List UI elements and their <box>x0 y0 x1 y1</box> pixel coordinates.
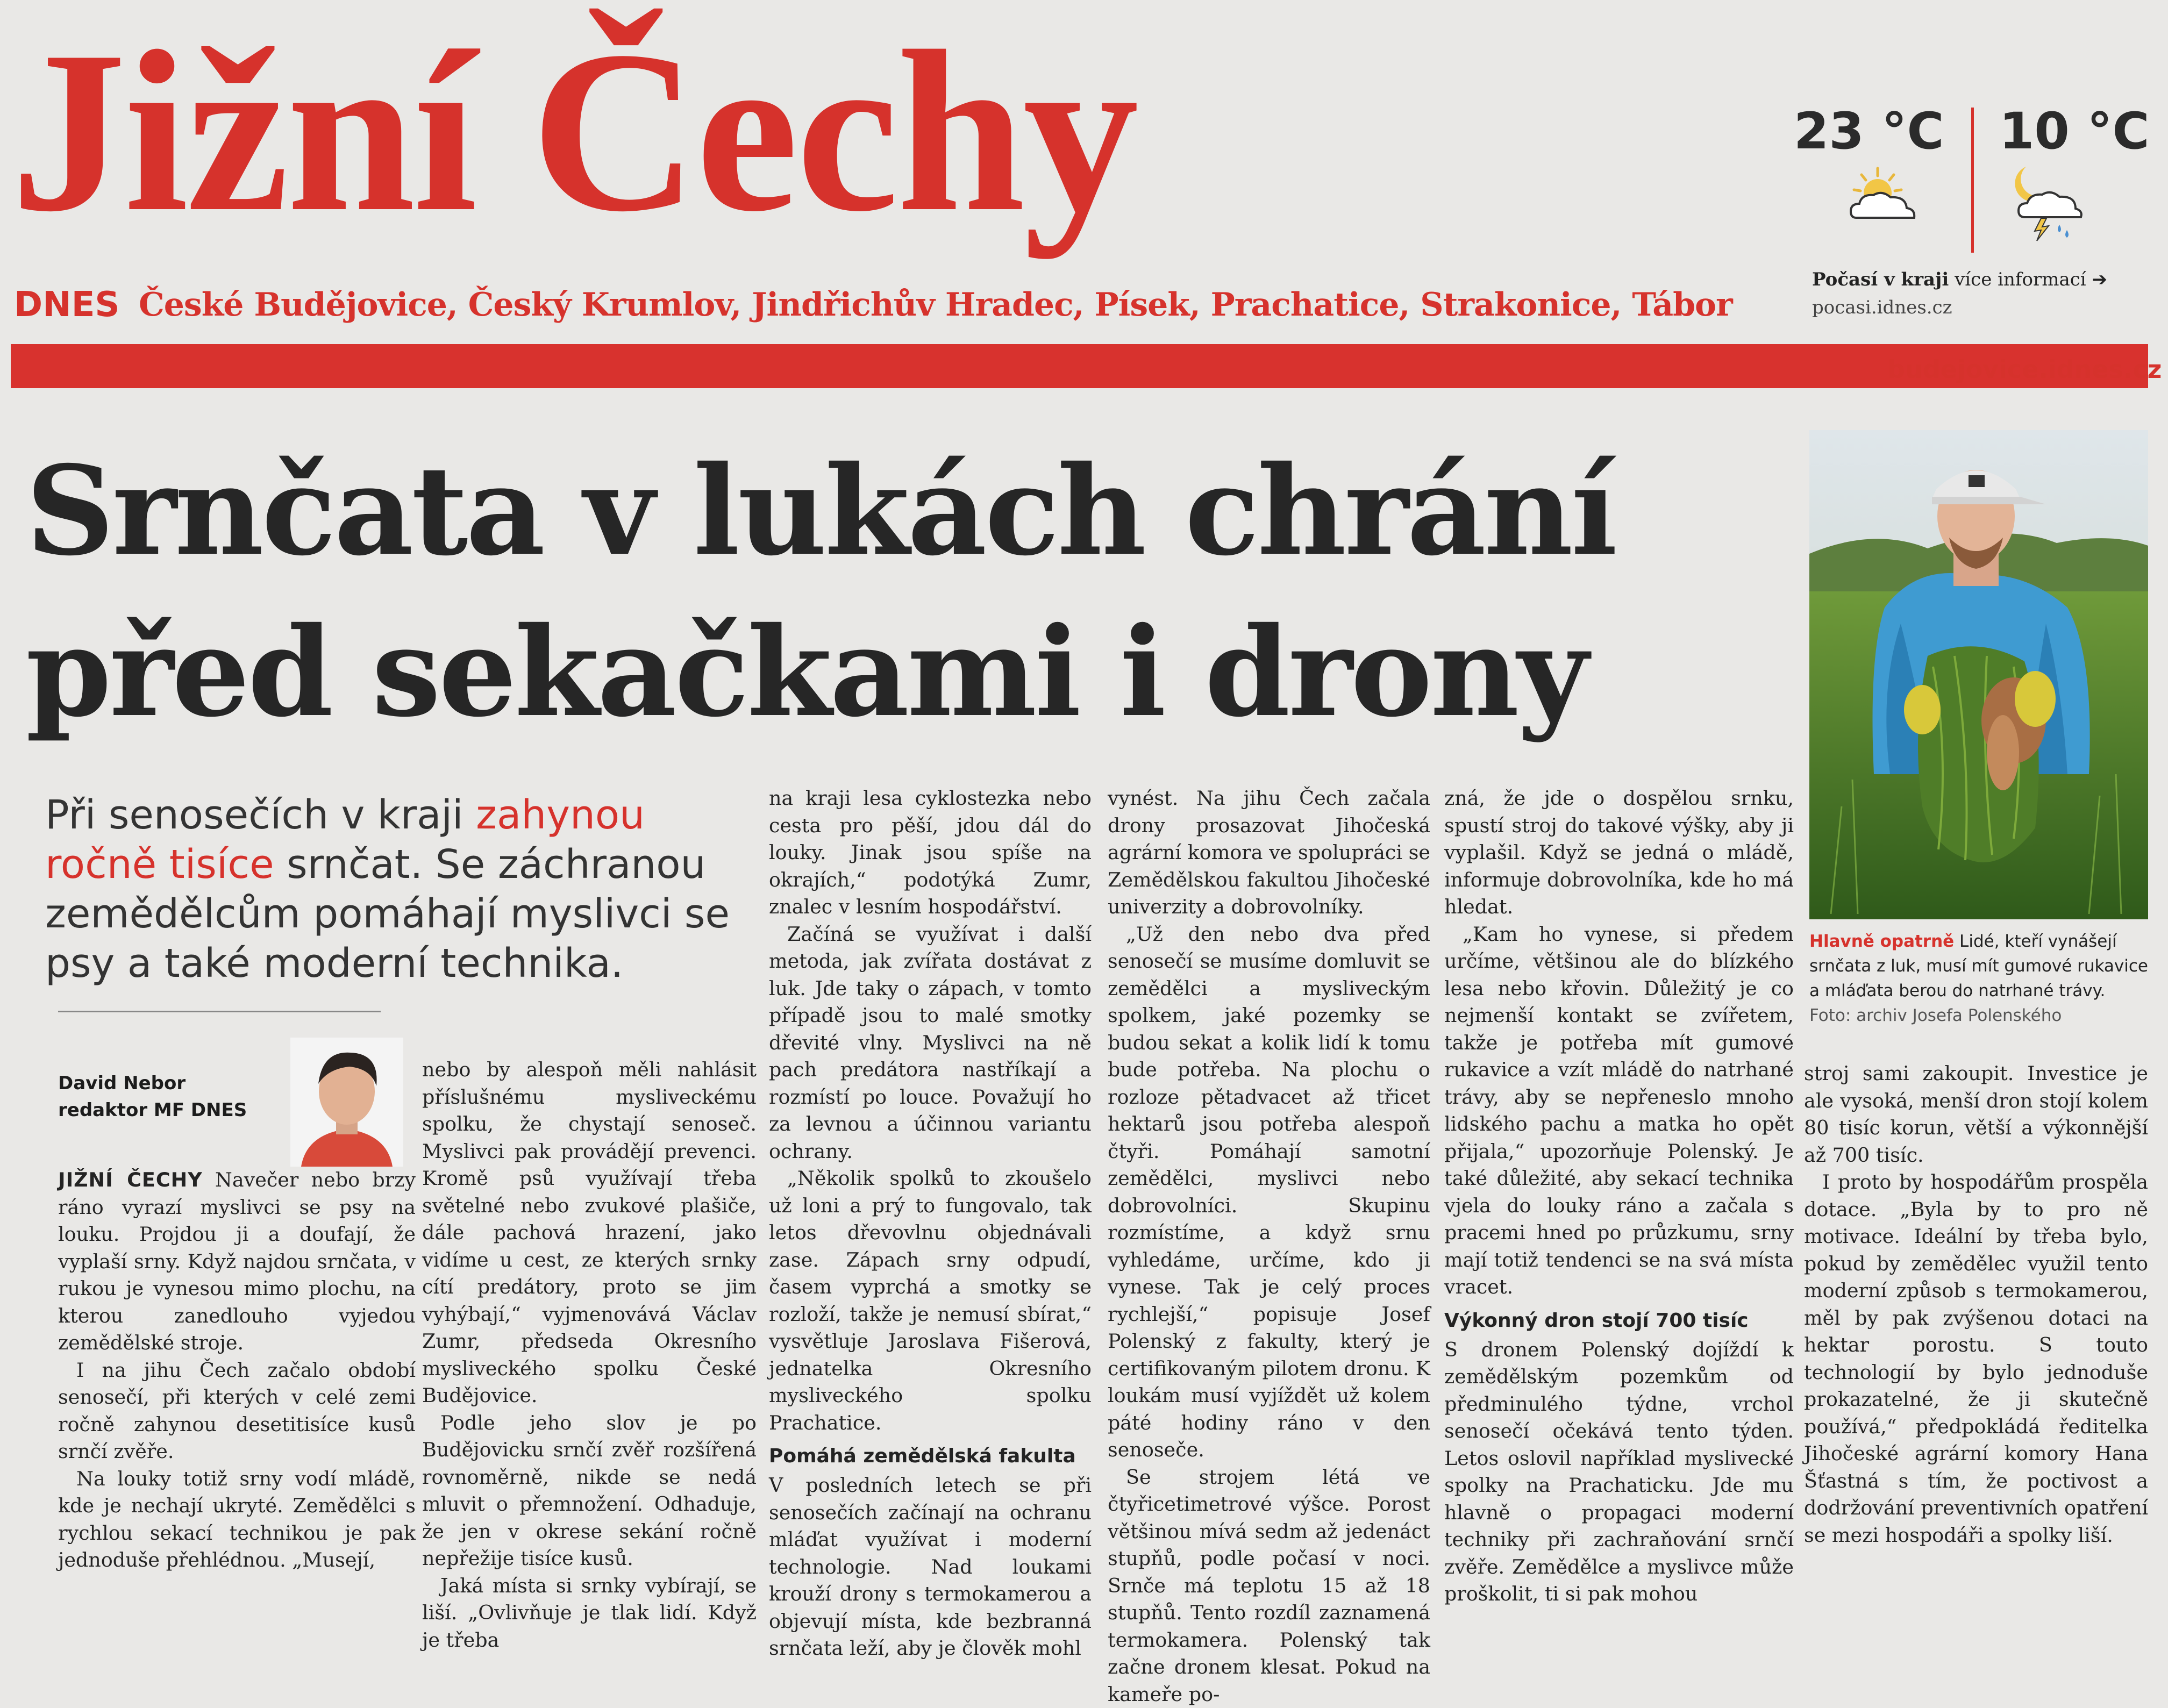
col2-paragraph-2: Podle jeho slov je po Budějovicku srnčí zvěř rozšířená rovnoměrně, nikde se nedá mluvit o přemnožení. Odhaduje, že jen v okrese sekání ročně nepřežije tisíce kusů. <box>422 1410 757 1573</box>
col5-paragraph-1: zná, že jde o dospělou srnku, spustí stroj do takové výšky, aby ji vyplašil. Když se jedná o mládě, informuje dobrovolníka, kde ho má hledat. <box>1444 785 1794 921</box>
weather-more-link[interactable]: více informací <box>1955 269 2086 290</box>
col4-paragraph-3: Se strojem létá ve čtyřicetimetrové výšce. Porost většinou mívá sedm až jedenáct stupňů, podle počasí v noci. Srnče má teplotu 15 až 18 stupňů. Tento rozdíl zaznamená termokamera. Polenský tak začne dronem klesat. Pokud na kameře po- <box>1108 1464 1430 1708</box>
article-column-5 <box>1444 785 1794 1608</box>
col6-paragraph-2: I proto by hospodářům prospěla dotace. „Byla by to pro ně motivace. Ideální by třeba bylo, pokud by zemědělec využil tento moderní způsob s termokamerou, měl by pak zvýšenou dotaci na hektar porostu. S touto technologií by bylo jednoduše prokazatelné, že ji skutečně používá,“ předpokládá ředitelka Jihočeské agrární komory Hana Šťastná s tím, že poctivost a dodržování preventivních opatření se mezi hospodáři a spolky liší. <box>1804 1169 2148 1549</box>
article-column-2 <box>422 1056 757 1654</box>
col1-paragraph-1 <box>58 1167 416 1357</box>
night-temperature: 10 °C <box>1999 102 2150 161</box>
dnes-logo: DNES <box>14 285 120 325</box>
col3-paragraph-4: V posledních letech se při senosečích začínají na ochranu mláďat využívat i moderní technologie. Nad loukami krouží drony s termokamerou a objevují místa, kde bezbranná srnčata leží, aby je člověk mohl <box>769 1472 1092 1662</box>
sun-cloud-icon <box>1840 164 1921 228</box>
subhead-drone: Výkonný dron stojí 700 tisíc <box>1444 1307 1794 1334</box>
arrow-right-icon: ➔ <box>2092 269 2107 290</box>
region-towns: České Budějovice, Český Krumlov, Jindřichův Hradec, Písek, Prachatice, Strakonice, Tábor <box>139 286 1732 324</box>
col5-paragraph-2: „Kam ho vynese, si předem určíme, většinou ale do blízkého lesa nebo křovin. Důležitý je co nejmenší kontakt se zvířetem, takže je potřeba mít gumové rukavice a vzít mládě do natrhané trávy, aby se nepřeneslo mnoho lidského pachu a matka ho opět přijala,“ upozorňuje Polenský. Je také důležité, aby sekací technika vjela do louky ráno a začala s pracemi hned po průzkumu, srny mají totiž tendenci se na svá místa vracet. <box>1444 921 1794 1301</box>
lead-part-2: srnčat. Se záchranou zemědělcům pomáhají myslivci se psy a také moderní technika. <box>45 841 730 987</box>
author-role: redaktor MF DNES <box>58 1099 247 1121</box>
article-photo <box>1809 430 2148 919</box>
dateline: JIŽNÍ ČECHY <box>58 1168 203 1191</box>
headline-line-2: před sekačkami i drony <box>26 591 1773 753</box>
caption-text: Lidé, kteří vynášejí srnčata z luk, musí mít gumové rukavice a mláďata berou do natrhané trávy. <box>1809 932 2148 1000</box>
col3-paragraph-3: „Několik spolků to zkoušelo už loni a prý to fungovalo, tak letos dřevovlnu objednávali zase. Zápach srny odpudí, časem vyprchá a smotky se rozloží, takže je nemusí sbírat,“ vysvětluje Jaroslava Fišerová, jednatelka Okresního mysliveckého spolku Prachatice. <box>769 1165 1092 1437</box>
col3-paragraph-1: na kraji lesa cyklostezka nebo cesta pro pěší, jdou dál do louky. Jinak jsou spíše na okrajích,“ podotýká Zumr, znalec v lesním hospodářství. <box>769 785 1092 921</box>
article-column-1 <box>58 1167 416 1574</box>
weather-label-text: Počasí v kraji <box>1812 269 1949 290</box>
col1-paragraph-1-text: Navečer nebo brzy ráno vyrazí myslivci se psy na louku. Projdou ji a doufají, že vyplaší srny. Když najdou srnčata, v rukou je vynesou mimo plochu, na kterou zanedlouho vyjedou zemědělské stroje. <box>58 1168 416 1354</box>
photo-caption <box>1809 929 2148 1028</box>
col4-paragraph-1: vynést. Na jihu Čech začala drony prosazovat Jihočeská agrární komora ve spolupráci se Zemědělskou fakultou Jihočeské univerzity a dobrovolníky. <box>1108 785 1430 921</box>
moon-storm-icon <box>2003 161 2089 242</box>
red-rule-bar <box>11 344 2148 388</box>
weather-box <box>1791 97 2140 333</box>
col4-paragraph-2: „Už den nebo dva před senosečí se musíme domluvit se zemědělci a mysliveckým spolkem, jaké pozemky se budou sekat a kolik lidí k tomu bude potřeba. Na plochu o rozloze pětadvacet až třicet hektarů jsou potřeba alespoň čtyři. Pomáhají samotní zemědělci, myslivci nebo dobrovolníci. Skupinu rozmístíme, a když srnu vyhledáme, určíme, kdo ji vynese. Tak je celý proces rychlejší,“ popisuje Josef Polenský z fakulty, který je certifikovaným pilotem dronu. K loukám musí vyjíždět už kolem páté hodiny ráno v den senoseče. <box>1108 921 1430 1464</box>
article-column-3 <box>769 785 1092 1662</box>
weather-url[interactable]: pocasi.idnes.cz <box>1812 297 1952 318</box>
col6-paragraph-1: stroj sami zakoupit. Investice je ale vysoká, menší dron stojí kolem 80 tisíc korun, větší a výkonnější až 700 tisíc. <box>1804 1060 2148 1169</box>
col2-paragraph-1: nebo by alespoň měli nahlásit příslušnému mysliveckému spolku, že chystají senoseč. Myslivci pak provádějí prevenci. Kromě psů využívají třeba světelné nebo zvukové plašiče, dále pachová hrazení, jako vidíme u cest, ze kterých srnky cítí predátory, proto se jim vyhýbají,“ vyjmenovává Václav Zumr, předseda Okresního mysliveckého spolku České Budějovice. <box>422 1056 757 1410</box>
day-temperature: 23 °C <box>1794 102 1944 161</box>
subhead-faculty: Pomáhá zemědělská fakulta <box>769 1443 1092 1470</box>
author-name: David Nebor <box>58 1073 186 1094</box>
caption-lead: Hlavně opatrně <box>1809 932 1954 951</box>
headline <box>26 430 1773 753</box>
caption-credit: Foto: archiv Josefa Polenského <box>1809 1006 2062 1025</box>
author-portrait <box>290 1038 403 1167</box>
article-column-6 <box>1804 1060 2148 1549</box>
lead-highlight: zahynou ročně tisíce <box>45 792 645 888</box>
col1-paragraph-3: Na louky totiž srny vodí mládě, kde je nechají ukryté. Zemědělci s rychlou sekací technikou je pak jednoduše přehlédnou. „Musejí, <box>58 1466 416 1574</box>
masthead-title: Jižní Čechy <box>11 5 1137 258</box>
weather-label <box>1812 269 2107 290</box>
lead-part-1: Při senosečích v kraji <box>45 792 476 838</box>
col1-paragraph-2: I na jihu Čech začalo období senosečí, při kterých v celé zemi ročně zahynou desetitisíce kusů srnčí zvěře. <box>58 1357 416 1466</box>
man-with-fawn-photo <box>1809 430 2148 919</box>
site-url[interactable]: budejovice.idnes.cz <box>1887 355 2162 384</box>
author-photo <box>290 1038 403 1167</box>
lead-paragraph <box>45 790 744 988</box>
col2-paragraph-3: Jaká místa si srnky vybírají, se liší. „Ovlivňuje je tlak lidí. Když je třeba <box>422 1573 757 1654</box>
weather-divider <box>1971 108 1974 253</box>
col5-paragraph-3: S dronem Polenský dojíždí k zemědělským pozemkům od předminulého týdne, vrchol senosečí očekává tento týden. Letos oslovil například myslivecké spolky na Prachaticku. Jde mu hlavně o propagaci moderní techniky při zachraňování srnčí zvěře. Zemědělce a myslivce může proškolit, ti si pak mohou <box>1444 1337 1794 1608</box>
headline-line-1: Srnčata v lukách chrání <box>26 430 1773 591</box>
article-column-4 <box>1108 785 1430 1708</box>
author-rule <box>58 1011 381 1012</box>
col3-paragraph-2: Začíná se využívat i další metoda, jak zvířata dostávat z luk. Jde taky o zápach, v tomto případě jsou to malé smotky dřevité vlny. Myslivci na ně pach predátora nastříkají a rozmístí po louce. Považují ho za levnou a účinnou variantu ochrany. <box>769 921 1092 1166</box>
